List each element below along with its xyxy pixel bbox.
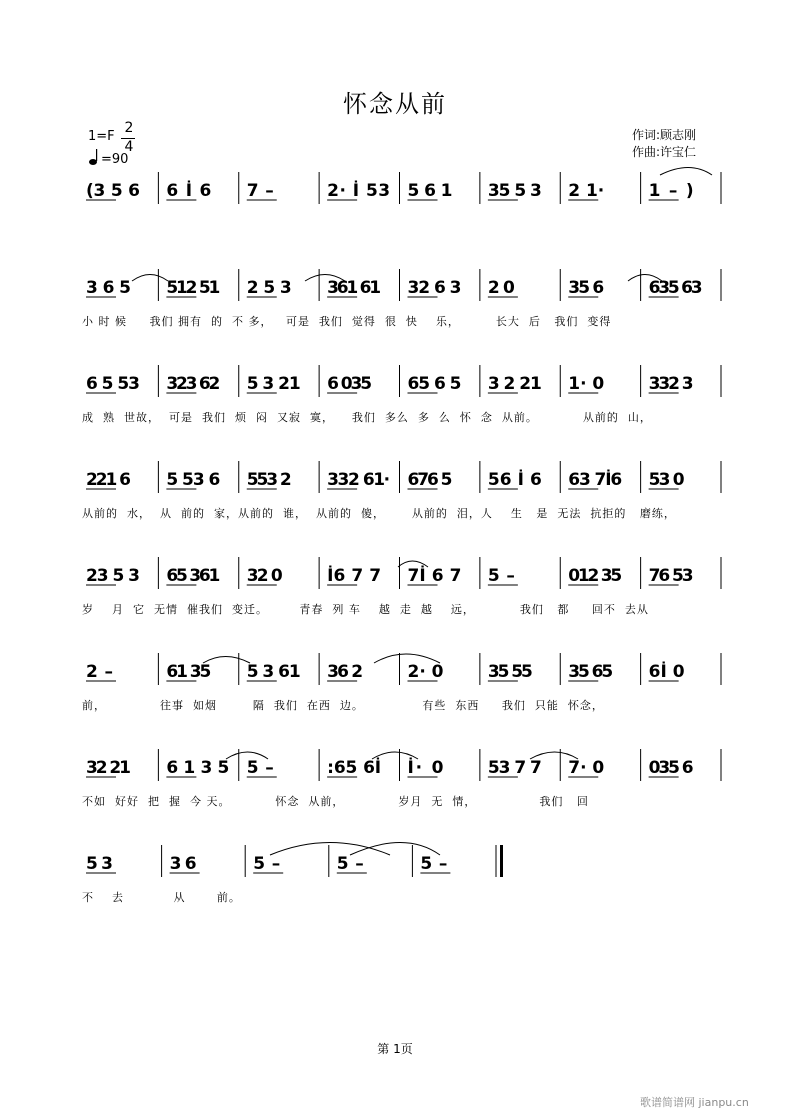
measure: 323 62 bbox=[166, 374, 221, 394]
measure: 012 35 bbox=[568, 566, 623, 586]
measure: 512 51 bbox=[166, 278, 221, 298]
measure: 6 5 53 bbox=[86, 374, 140, 394]
lyric-line: 岁 月 它 无情 催我们 变迁。 青春 列 车 越 走 越 远， 我们 都 回不 去从 bbox=[82, 603, 649, 616]
lyric-line: 不 去 从 前。 bbox=[82, 891, 241, 904]
measure: 6 1 3 5 bbox=[166, 758, 230, 778]
measure: 61 35 bbox=[166, 662, 212, 682]
lyric-line: 从前的 水， 从 前的 家，从前的 谁， 从前的 傻， 从前的 泪，人 生 是 无法 抗拒的 磨练， bbox=[82, 507, 676, 520]
measure: 3 6 5 bbox=[86, 278, 131, 298]
measure: 23 5 3 bbox=[86, 566, 140, 586]
measure: 32 0 bbox=[246, 566, 283, 586]
measure: 2 – bbox=[86, 662, 113, 682]
measure: 5 53 6 bbox=[166, 470, 221, 490]
measure: 53 0 bbox=[648, 470, 685, 490]
measure: 5 6 1 bbox=[407, 181, 453, 201]
measure: 65 361 bbox=[166, 566, 221, 586]
measure: 221 6 bbox=[86, 470, 131, 490]
measure: 1· 0 bbox=[568, 374, 605, 394]
watermark: 歌谱简谱网 jianpu.cn bbox=[640, 1096, 749, 1109]
measure: 635 63 bbox=[648, 278, 703, 298]
measure: 2 1· bbox=[568, 181, 605, 201]
page-number: 第 1页 bbox=[377, 1042, 413, 1056]
measure: 361 61 bbox=[327, 278, 382, 298]
measure: 5 3 61 bbox=[246, 662, 301, 682]
measure: 53 7 7 bbox=[487, 758, 542, 778]
measure: 676 5 bbox=[407, 470, 453, 490]
composer: 作曲:许宝仁 bbox=[632, 145, 697, 159]
measure: 5 3 bbox=[86, 854, 113, 874]
measure: 2 5 3 bbox=[246, 278, 292, 298]
measure: 56 İ 6 bbox=[487, 470, 542, 490]
measure: 6İ 0 bbox=[648, 662, 685, 682]
measure: 5 – bbox=[246, 758, 274, 778]
measure: 5 3 21 bbox=[246, 374, 301, 394]
final-barline bbox=[500, 845, 503, 877]
measure: 332 61· bbox=[327, 470, 391, 490]
measure: (3 5 6 bbox=[86, 181, 140, 201]
measure: 035 6 bbox=[648, 758, 694, 778]
measure: 35 6 bbox=[568, 278, 605, 298]
lyric-line: 不如 好好 把 握 今 天。 怀念 从前， 岁月 无 情， 我们 回 bbox=[82, 795, 589, 808]
measure: 553 2 bbox=[246, 470, 292, 490]
measure: 7· 0 bbox=[568, 758, 605, 778]
measure: 6 İ 6 bbox=[166, 181, 212, 201]
measure: 2· 0 bbox=[407, 662, 444, 682]
page-title: 怀念从前 bbox=[343, 90, 447, 118]
measure: 1 – ) bbox=[648, 181, 694, 201]
measure: 332 3 bbox=[648, 374, 694, 394]
measure: 2 0 bbox=[487, 278, 515, 298]
measure: 36 2 bbox=[327, 662, 364, 682]
measure: 32 21 bbox=[86, 758, 131, 778]
measure: 32 6 3 bbox=[407, 278, 462, 298]
measure: 7İ 6 7 bbox=[407, 566, 462, 586]
measure: 35 65 bbox=[568, 662, 614, 682]
tempo: =90 bbox=[101, 152, 129, 167]
measure: 65 6 5 bbox=[407, 374, 462, 394]
measure: İ· 0 bbox=[407, 758, 444, 778]
measure: 5 – bbox=[420, 854, 448, 874]
measure: 35 5 3 bbox=[487, 181, 542, 201]
measure: 3 6 bbox=[169, 854, 197, 874]
lyric-line: 小 时 候 我们 拥有 的 不 多， 可是 我们 觉得 很 快 乐， 长大 后 我们 变得 bbox=[82, 315, 612, 328]
measure: :65 6İ bbox=[327, 758, 382, 778]
lyric-line: 前， 往事 如烟 隔 我们 在西 边。 有些 东西 我们 只能 怀念， bbox=[82, 699, 604, 712]
measure: 5 – bbox=[336, 854, 364, 874]
measure: İ6 7 7 bbox=[327, 566, 382, 586]
measure: 6 035 bbox=[327, 374, 373, 394]
measure: 35 55 bbox=[487, 662, 533, 682]
measure: 2· İ 53 bbox=[327, 181, 391, 201]
time-signature-top: 2 bbox=[124, 120, 134, 136]
measure: 5 – bbox=[253, 854, 281, 874]
measure: 3 2 21 bbox=[487, 374, 542, 394]
measure: 5 – bbox=[487, 566, 515, 586]
lyricist: 作词:顾志刚 bbox=[632, 128, 697, 142]
measure: 76 53 bbox=[648, 566, 694, 586]
measure: 63 7İ6 bbox=[568, 470, 623, 490]
key-signature: 1=F bbox=[88, 129, 115, 144]
measure: 7 – bbox=[246, 181, 274, 201]
lyric-line: 成 熟 世故， 可是 我们 烦 闷 又寂 寞， 我们 多么 多 么 怀 念 从前。 从前的 山， bbox=[82, 411, 652, 424]
time-signature-bottom: 4 bbox=[124, 139, 134, 155]
